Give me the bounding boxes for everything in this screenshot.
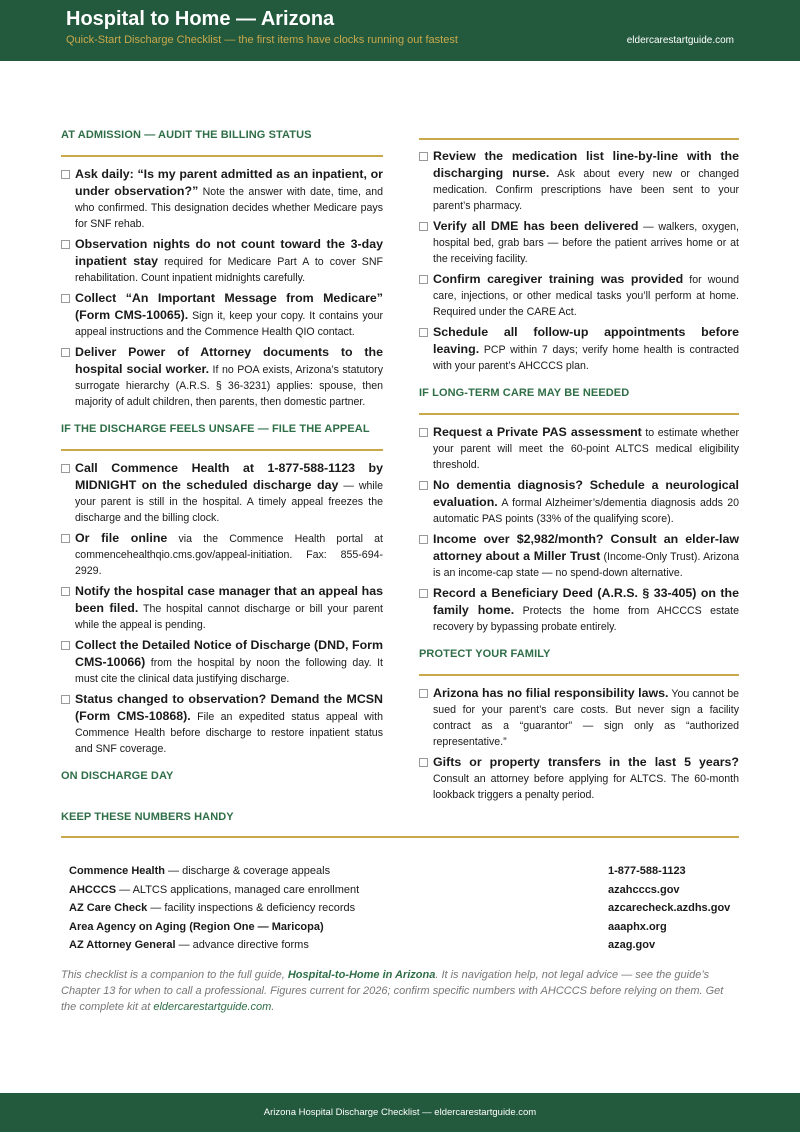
contact-value[interactable]: aaaphx.org	[608, 920, 667, 933]
section-heading-long-term-care: IF LONG-TERM CARE MAY BE NEEDED	[419, 387, 630, 399]
section-heading-protect-family: PROTECT YOUR FAMILY	[419, 648, 551, 660]
contact-row	[69, 881, 734, 900]
checkbox[interactable]	[419, 689, 428, 698]
checklist-item[interactable]	[419, 531, 739, 581]
contact-name: AZ Care Check	[69, 902, 148, 914]
header-site-link[interactable]: eldercarestartguide.com	[626, 35, 734, 46]
item-title: Ask daily: “Is my parent admitted as an inpatient, or under observation?”	[75, 167, 383, 198]
checkbox[interactable]	[419, 222, 428, 231]
disclaimer-note	[61, 967, 739, 1015]
checkbox[interactable]	[61, 464, 70, 473]
checklist-item[interactable]	[61, 166, 383, 232]
checklist-item[interactable]	[61, 583, 383, 633]
contact-row	[69, 862, 734, 881]
checklist-discharge-day	[419, 148, 739, 374]
checkbox[interactable]	[61, 534, 70, 543]
item-title: Gifts or property transfers in the last 5 years?	[433, 755, 739, 769]
section-divider	[61, 155, 383, 157]
contact-desc: — discharge & coverage appeals	[164, 865, 331, 877]
item-title: No dementia diagnosis? Schedule a neurological evaluation.	[433, 478, 739, 509]
page-footer	[0, 1093, 800, 1132]
item-title: Confirm caregiver training was provided	[433, 272, 684, 286]
checkbox[interactable]	[61, 587, 70, 596]
section-heading-numbers: KEEP THESE NUMBERS HANDY	[61, 811, 234, 823]
checklist-long-term-care	[419, 424, 739, 635]
section-heading-appeal: IF THE DISCHARGE FEELS UNSAFE — FILE THE APPEAL	[61, 423, 370, 435]
item-title: Request a Private PAS assessment	[433, 425, 642, 439]
item-title: Income over $2,982/month? Consult an elder-law attorney about a Miller Trust	[433, 532, 739, 563]
item-title: Collect “An Important Message from Medicare” (Form CMS-10065).	[75, 291, 383, 322]
item-title: Collect the Detailed Notice of Discharge (DND, Form CMS-10066)	[75, 638, 383, 669]
contact-value[interactable]: azcarecheck.azdhs.gov	[608, 902, 731, 914]
checklist-item[interactable]	[419, 685, 739, 750]
item-title: Call Commence Health at 1-877-588-1123 by MIDNIGHT on the scheduled discharge day	[75, 461, 383, 492]
checkbox[interactable]	[61, 170, 70, 179]
checklist-item[interactable]	[419, 585, 739, 635]
checklist-item[interactable]	[419, 148, 739, 214]
item-text: Protects the home from AHCCCS estate recovery by bypassing probate entirely.	[433, 605, 739, 633]
item-text: via the Commence Health portal at commencehealthqio.cms.gov/appeal-initiation. Fax: 855-694-2929.	[75, 533, 383, 577]
checkbox[interactable]	[419, 328, 428, 337]
item-title: Review the medication list line-by-line with the discharging nurse.	[433, 149, 739, 180]
item-text: — while your parent is still in the hospital. A timely appeal freezes the discharge and the billing clock.	[75, 480, 383, 524]
item-text: If no POA exists, Arizona’s statutory surrogate hierarchy (A.R.S. § 36-3231) applies: spouse, then majority of adult children, then parents, then domestic partner.	[75, 364, 384, 408]
contact-row	[69, 918, 734, 937]
left-column	[61, 128, 383, 783]
checkbox[interactable]	[419, 481, 428, 490]
item-text: Sign it, keep your copy. It contains your appeal instructions and the Commence Health QIO contact.	[75, 310, 383, 338]
section-divider	[419, 413, 739, 415]
checkbox[interactable]	[61, 348, 70, 357]
note-text: .	[271, 1001, 275, 1013]
checkbox[interactable]	[419, 589, 428, 598]
note-text: . It is navigation help, not legal advice — see the guide’s Chapter 13 for when to call a professional. Figures current for 2026; confirm specific numbers with AHCCCS before relying on them. Get the complete kit at	[61, 969, 724, 1013]
checklist-item[interactable]	[419, 477, 739, 527]
contact-desc: — ALTCS applications, managed care enrollment	[116, 883, 360, 896]
guide-link[interactable]: Hospital-to-Home in Arizona	[287, 969, 436, 981]
checklist-item[interactable]	[61, 637, 383, 687]
item-text: to estimate whether your parent will meet the 60-point ALTCS medical eligibility threshold.	[433, 427, 739, 471]
checklist-admission	[61, 166, 383, 410]
item-title: Arizona has no filial responsibility laws.	[433, 686, 669, 700]
contact-value[interactable]: azag.gov	[608, 939, 656, 951]
page-title: Hospital to Home — Arizona	[66, 8, 335, 30]
checkbox[interactable]	[61, 240, 70, 249]
item-text: File an expedited status appeal with Commence Health before discharge to restore inpatient status and SNF coverage.	[75, 711, 383, 755]
item-text: A formal Alzheimer’s/dementia diagnosis adds 20 automatic PAS points (33% of the qualifying score).	[433, 497, 739, 525]
section-divider	[419, 674, 739, 676]
item-text: Note the answer with date, time, and who confirmed. This designation decides whether Medicare pays for SNF rehab.	[75, 186, 383, 230]
contact-list	[69, 862, 734, 955]
page-subtitle: Quick-Start Discharge Checklist — the first items have clocks running out fastest	[66, 34, 458, 46]
contact-name: AHCCCS	[69, 883, 117, 896]
page-header	[0, 0, 800, 61]
contact-value[interactable]: 1-877-588-1123	[608, 865, 686, 877]
checklist-item[interactable]	[61, 460, 383, 526]
item-title: Or file online	[75, 531, 168, 545]
section-heading-admission: AT ADMISSION — AUDIT THE BILLING STATUS	[61, 129, 312, 141]
checklist-item[interactable]	[61, 236, 383, 286]
checklist-item[interactable]	[419, 424, 739, 473]
item-text: Consult an attorney before applying for ALTCS. The 60-month lookback triggers a penalty period.	[433, 773, 739, 801]
contact-value[interactable]: azahcccs.gov	[608, 883, 680, 896]
section-heading-discharge-day: ON DISCHARGE DAY	[61, 770, 174, 782]
contact-desc: — advance directive forms	[175, 939, 309, 951]
item-title: Notify the hospital case manager that an appeal has been filed.	[75, 584, 383, 615]
checklist-item[interactable]	[61, 691, 383, 757]
footer-text: Arizona Hospital Discharge Checklist — eldercarestartguide.com	[263, 1107, 537, 1118]
item-text: The hospital cannot discharge or bill your parent while the appeal is pending.	[75, 603, 383, 631]
item-text: (Income-Only Trust). Arizona is an income-cap state — no spend-down alternative.	[433, 551, 739, 579]
checklist-item[interactable]	[419, 324, 739, 374]
item-title: Observation nights do not count toward the 3-day inpatient stay	[75, 237, 383, 268]
checklist-item[interactable]	[61, 530, 383, 579]
checklist-appeal	[61, 460, 383, 757]
checkbox[interactable]	[419, 152, 428, 161]
item-text: from the hospital by noon the following day. It must cite the clinical data justifying discharge.	[75, 657, 383, 685]
item-title: Record a Beneficiary Deed (A.R.S. § 33-405) on the family home.	[433, 586, 739, 617]
checklist-item[interactable]	[61, 290, 383, 340]
item-title: Deliver Power of Attorney documents to the hospital social worker.	[75, 345, 383, 376]
checklist-item[interactable]	[419, 271, 739, 320]
contact-desc: — facility inspections & deficiency records	[147, 902, 356, 914]
site-link[interactable]: eldercarestartguide.com	[153, 1001, 272, 1013]
checklist-item[interactable]	[419, 754, 739, 803]
contact-name: Area Agency on Aging (Region One — Maricopa)	[69, 920, 324, 933]
item-text: for wound care, injections, or other medical tasks you’ll perform at home. Required under the CARE Act.	[433, 274, 739, 318]
checklist-item[interactable]	[61, 344, 383, 410]
section-divider	[61, 449, 383, 451]
item-text: PCP within 7 days; verify home health is contracted with your parent’s AHCCCS plan.	[433, 344, 739, 372]
contact-name: Commence Health	[69, 865, 165, 877]
checklist-item[interactable]	[419, 218, 739, 267]
contact-row	[69, 899, 734, 918]
checkbox[interactable]	[419, 758, 428, 767]
section-divider	[61, 836, 739, 838]
item-title: Schedule all follow-up appointments before leaving.	[433, 325, 739, 356]
checklist-protect-family	[419, 685, 739, 803]
checkbox[interactable]	[419, 275, 428, 284]
contact-name: AZ Attorney General	[69, 939, 176, 951]
item-text: You cannot be sued for your parent’s care costs. But never sign a facility contract as a “guarantor” — sign only as “authorized representative.”	[433, 688, 739, 748]
section-divider	[419, 138, 739, 140]
item-text: required for Medicare Part A to cover SNF rehabilitation. Count inpatient midnights carefully.	[75, 256, 383, 284]
item-text: Ask about every new or changed medication. Confirm prescriptions have been sent to your parent’s pharmacy.	[433, 168, 739, 212]
checkbox[interactable]	[61, 641, 70, 650]
contact-row	[69, 936, 734, 955]
item-title: Verify all DME has been delivered	[433, 219, 639, 233]
checkbox[interactable]	[61, 695, 70, 704]
checkbox[interactable]	[61, 294, 70, 303]
item-title: Status changed to observation? Demand the MCSN (Form CMS-10868).	[75, 692, 383, 723]
checkbox[interactable]	[419, 428, 428, 437]
note-text: This checklist is a companion to the full guide,	[61, 969, 288, 981]
right-column	[419, 138, 739, 807]
item-text: — walkers, oxygen, hospital bed, grab bars — before the patient arrives home or at the receiving facility.	[433, 221, 739, 265]
checkbox[interactable]	[419, 535, 428, 544]
